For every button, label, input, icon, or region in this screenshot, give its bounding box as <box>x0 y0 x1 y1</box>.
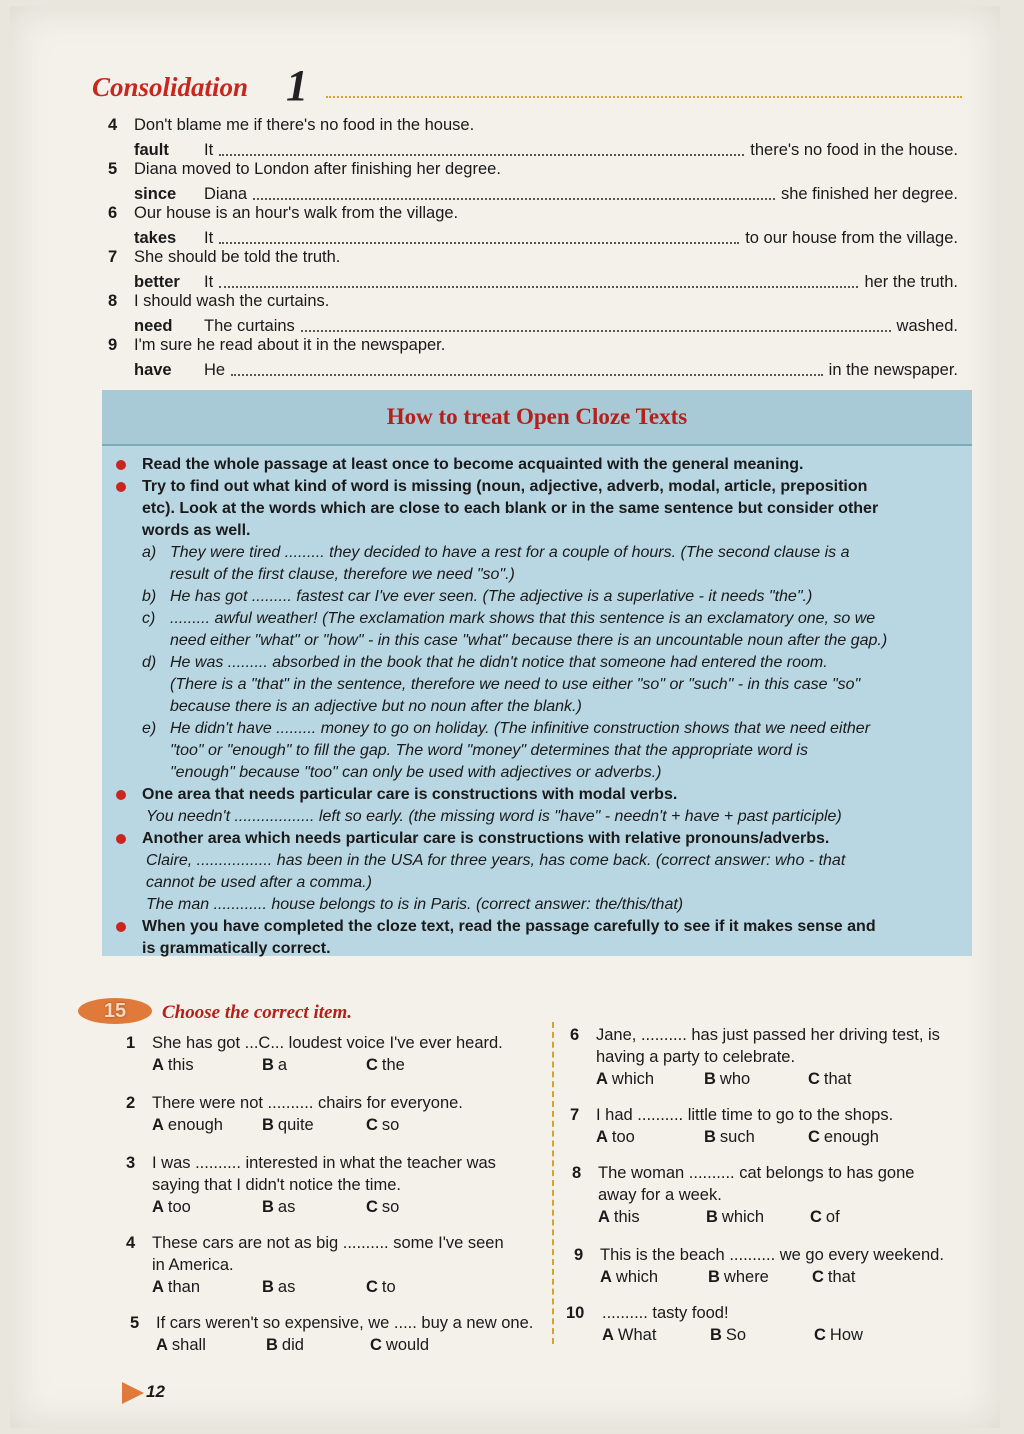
option-c[interactable]: C the <box>366 1056 405 1074</box>
question-number: 9 <box>574 1246 584 1264</box>
question-text: Jane, .......... has just passed her driving test, is <box>596 1026 940 1044</box>
tip-example <box>142 608 962 652</box>
option-c[interactable]: C enough <box>808 1128 879 1146</box>
item-prefix: It <box>204 273 214 291</box>
item-number: 6 <box>108 204 118 222</box>
item-sentence: Don't blame me if there's no food in the house. <box>134 116 475 134</box>
question-item <box>126 1232 526 1298</box>
option-c[interactable]: C so <box>366 1198 400 1216</box>
consolidation-title: Consolidation <box>92 72 249 102</box>
item-number: 9 <box>108 336 118 354</box>
question-text: having a party to celebrate. <box>596 1048 796 1066</box>
item-prefix: Diana <box>204 185 248 203</box>
example-letter: a) <box>142 544 157 561</box>
option-a[interactable]: A enough <box>152 1116 223 1134</box>
option-a[interactable]: A shall <box>156 1336 206 1354</box>
example-text: because there is an adjective but no noun after the blank.) <box>170 698 582 715</box>
option-c[interactable]: C How <box>814 1326 863 1344</box>
item-ending: there's no food in the house. <box>750 141 958 159</box>
question-text: in America. <box>152 1256 234 1274</box>
tip-example <box>142 586 962 608</box>
example-letter: b) <box>142 588 157 605</box>
tip-text: Another area which needs particular care is constructions with relative pronouns/adverbs. <box>142 830 830 847</box>
question-number: 4 <box>126 1234 136 1252</box>
item-sentence: Diana moved to London after finishing her degree. <box>134 160 501 178</box>
question-text: This is the beach .......... we go every weekend. <box>600 1246 944 1264</box>
transformation-item <box>108 204 958 248</box>
bullet-dot-icon <box>116 482 126 492</box>
bullet-dot-icon <box>116 790 126 800</box>
option-b[interactable]: B as <box>262 1278 296 1296</box>
tip-example: cannot be used after a comma.) <box>146 874 372 891</box>
answer-gap[interactable] <box>219 154 744 156</box>
question-item <box>126 1092 526 1136</box>
question-number: 1 <box>126 1034 136 1052</box>
transformation-item <box>108 116 958 160</box>
item-sentence: She should be told the truth. <box>134 248 341 266</box>
option-c[interactable]: C that <box>812 1268 856 1286</box>
option-b[interactable]: B quite <box>262 1116 314 1134</box>
option-c[interactable]: C to <box>366 1278 396 1296</box>
tip-text: etc). Look at the words which are close to each blank or in the same sentence but consider other <box>142 500 879 517</box>
item-prefix: He <box>204 361 226 379</box>
option-b[interactable]: B So <box>710 1326 747 1344</box>
question-text: If cars weren't so expensive, we ..... buy a new one. <box>156 1314 534 1332</box>
exercise-title: Choose the correct item. <box>162 1002 352 1023</box>
option-a[interactable]: A which <box>596 1070 655 1088</box>
example-text: need either "what" or "how" - in this case "what" because there is an uncountable noun after the gap.) <box>170 632 888 649</box>
transformation-item <box>108 160 958 204</box>
option-a[interactable]: A which <box>600 1268 659 1286</box>
tip-example <box>142 718 962 784</box>
item-number: 5 <box>108 160 118 178</box>
answer-gap[interactable] <box>219 242 739 244</box>
option-a[interactable]: A What <box>602 1326 657 1344</box>
item-prefix: The curtains <box>204 317 295 335</box>
question-number: 3 <box>126 1154 136 1172</box>
question-number: 5 <box>130 1314 140 1332</box>
option-b[interactable]: B as <box>262 1198 296 1216</box>
item-keyword: takes <box>134 229 177 247</box>
page-number: 12 <box>146 1382 165 1401</box>
item-ending: to our house from the village. <box>745 229 958 247</box>
item-number: 4 <box>108 116 118 134</box>
tip-text-continued <box>116 938 966 960</box>
question-number: 6 <box>570 1026 580 1044</box>
item-ending: her the truth. <box>864 273 958 291</box>
tip-bullet <box>116 476 966 542</box>
example-text: result of the first clause, therefore we need "so".) <box>170 566 515 583</box>
option-c[interactable]: C that <box>808 1070 852 1088</box>
question-text: away for a week. <box>598 1186 722 1204</box>
item-sentence: Our house is an hour's walk from the village. <box>134 204 459 222</box>
tips-header <box>102 390 972 446</box>
item-sentence: I'm sure he read about it in the newspaper. <box>134 336 446 354</box>
transformation-item <box>108 336 958 380</box>
bullet-dot-icon <box>116 834 126 844</box>
item-number: 7 <box>108 248 118 266</box>
tip-example <box>142 542 962 586</box>
consolidation-number: 1 <box>286 61 308 110</box>
question-text: saying that I didn't notice the time. <box>152 1176 401 1194</box>
example-text: (There is a "that" in the sentence, therefore we need to use either "so" or "such" - in this case "so" <box>170 676 861 693</box>
option-b[interactable]: B where <box>708 1268 769 1286</box>
tip-example: The man ............ house belongs to is in Paris. (correct answer: the/this/that) <box>146 896 684 913</box>
tips-title: How to treat Open Cloze Texts <box>386 404 688 429</box>
option-b[interactable]: B did <box>266 1336 304 1354</box>
question-text: The woman .......... cat belongs to has gone <box>598 1164 915 1182</box>
example-text: "too" or "enough" to fill the gap. The word "money" determines that the appropriate word is <box>170 742 808 759</box>
option-a[interactable]: A too <box>596 1128 635 1146</box>
item-ending: she finished her degree. <box>780 185 958 203</box>
tip-text: is grammatically correct. <box>142 940 331 957</box>
tip-text: One area that needs particular care is constructions with modal verbs. <box>142 786 678 803</box>
item-ending: washed. <box>896 317 958 335</box>
example-text: "enough" because "too" can only be used with adjectives or adverbs.) <box>170 764 662 781</box>
question-item <box>130 1312 550 1356</box>
page-arrow-icon <box>122 1382 144 1404</box>
tip-text: When you have completed the cloze text, read the passage carefully to see if it makes sense and <box>142 918 876 935</box>
column-divider <box>552 1022 554 1344</box>
question-text: There were not .......... chairs for everyone. <box>152 1094 463 1112</box>
question-number: 8 <box>572 1164 582 1182</box>
example-letter: c) <box>142 610 156 627</box>
item-prefix: It <box>204 229 214 247</box>
question-number: 2 <box>126 1094 136 1112</box>
item-number: 8 <box>108 292 118 310</box>
example-text: He was ......... absorbed in the book that he didn't notice that someone had entered the room. <box>170 654 828 671</box>
option-c[interactable]: C of <box>810 1208 840 1226</box>
example-text: ......... awful weather! (The exclamation mark shows that this sentence is an exclamatory one, so we <box>170 610 876 627</box>
question-item <box>572 1162 972 1228</box>
option-a[interactable]: A than <box>152 1278 201 1296</box>
item-keyword: fault <box>134 141 169 159</box>
question-item <box>574 1244 974 1288</box>
question-text: These cars are not as big .......... some I've seen <box>152 1234 504 1252</box>
answer-gap[interactable] <box>253 198 775 200</box>
tip-text: Read the whole passage at least once to become acquainted with the general meaning. <box>142 456 804 473</box>
item-keyword: have <box>134 361 172 379</box>
answer-gap[interactable] <box>231 374 823 376</box>
tip-text: words as well. <box>142 522 251 539</box>
bullet-dot-icon <box>116 922 126 932</box>
option-b[interactable]: B such <box>704 1128 755 1146</box>
transformation-item <box>108 292 958 336</box>
tip-text: Try to find out what kind of word is missing (noun, adjective, adverb, modal, article, preposition <box>142 478 868 495</box>
question-item <box>126 1032 526 1076</box>
question-text: I had .......... little time to go to the shops. <box>596 1106 894 1124</box>
option-a[interactable]: A this <box>598 1208 640 1226</box>
example-text: They were tired ......... they decided to have a rest for a couple of hours. (The second clause is a <box>170 544 850 561</box>
question-number: 7 <box>570 1106 580 1124</box>
example-letter: e) <box>142 720 157 737</box>
question-number: 10 <box>566 1304 585 1322</box>
option-c[interactable]: C so <box>366 1116 400 1134</box>
question-item <box>126 1152 526 1218</box>
item-keyword: better <box>134 273 180 291</box>
item-keyword: since <box>134 185 177 203</box>
answer-gap[interactable] <box>219 286 858 288</box>
item-sentence: I should wash the curtains. <box>134 292 330 310</box>
example-text: He has got ......... fastest car I've ever seen. (The adjective is a superlative - it needs "the".) <box>170 588 813 605</box>
item-ending: in the newspaper. <box>828 361 958 379</box>
option-b[interactable]: B who <box>704 1070 751 1088</box>
question-text: I was .......... interested in what the teacher was <box>152 1154 496 1172</box>
exercise-number-badge: 15 <box>78 998 152 1024</box>
option-b[interactable]: B a <box>262 1056 288 1074</box>
option-c[interactable]: C would <box>370 1336 430 1354</box>
option-a[interactable]: A too <box>152 1198 191 1216</box>
tip-bullet <box>116 916 966 938</box>
question-item <box>570 1024 970 1090</box>
tips-box <box>102 390 972 956</box>
tip-example: Claire, ................. has been in the USA for three years, has come back. (correct answer: who - that <box>146 852 846 869</box>
example-letter: d) <box>142 654 157 671</box>
bullet-dot-icon <box>116 460 126 470</box>
item-prefix: It <box>204 141 214 159</box>
tip-example <box>142 652 962 718</box>
question-item <box>566 1302 966 1346</box>
answer-gap[interactable] <box>301 330 891 332</box>
option-b[interactable]: B which <box>706 1208 765 1226</box>
header-rule <box>326 96 962 98</box>
tip-bullet <box>116 454 966 476</box>
tip-bullet <box>116 828 966 850</box>
tip-example: You needn't .................. left so early. (the missing word is "have" - needn't + have + past participle) <box>146 808 842 825</box>
option-a[interactable]: A this <box>152 1056 194 1074</box>
question-item <box>570 1104 970 1148</box>
question-text: She has got ...C... loudest voice I've ever heard. <box>152 1034 503 1052</box>
transformation-item <box>108 248 958 292</box>
item-keyword: need <box>134 317 173 335</box>
tip-bullet <box>116 784 966 806</box>
example-text: He didn't have ......... money to go on holiday. (The infinitive construction shows that we need either <box>170 720 871 737</box>
question-text: .......... tasty food! <box>602 1304 729 1322</box>
